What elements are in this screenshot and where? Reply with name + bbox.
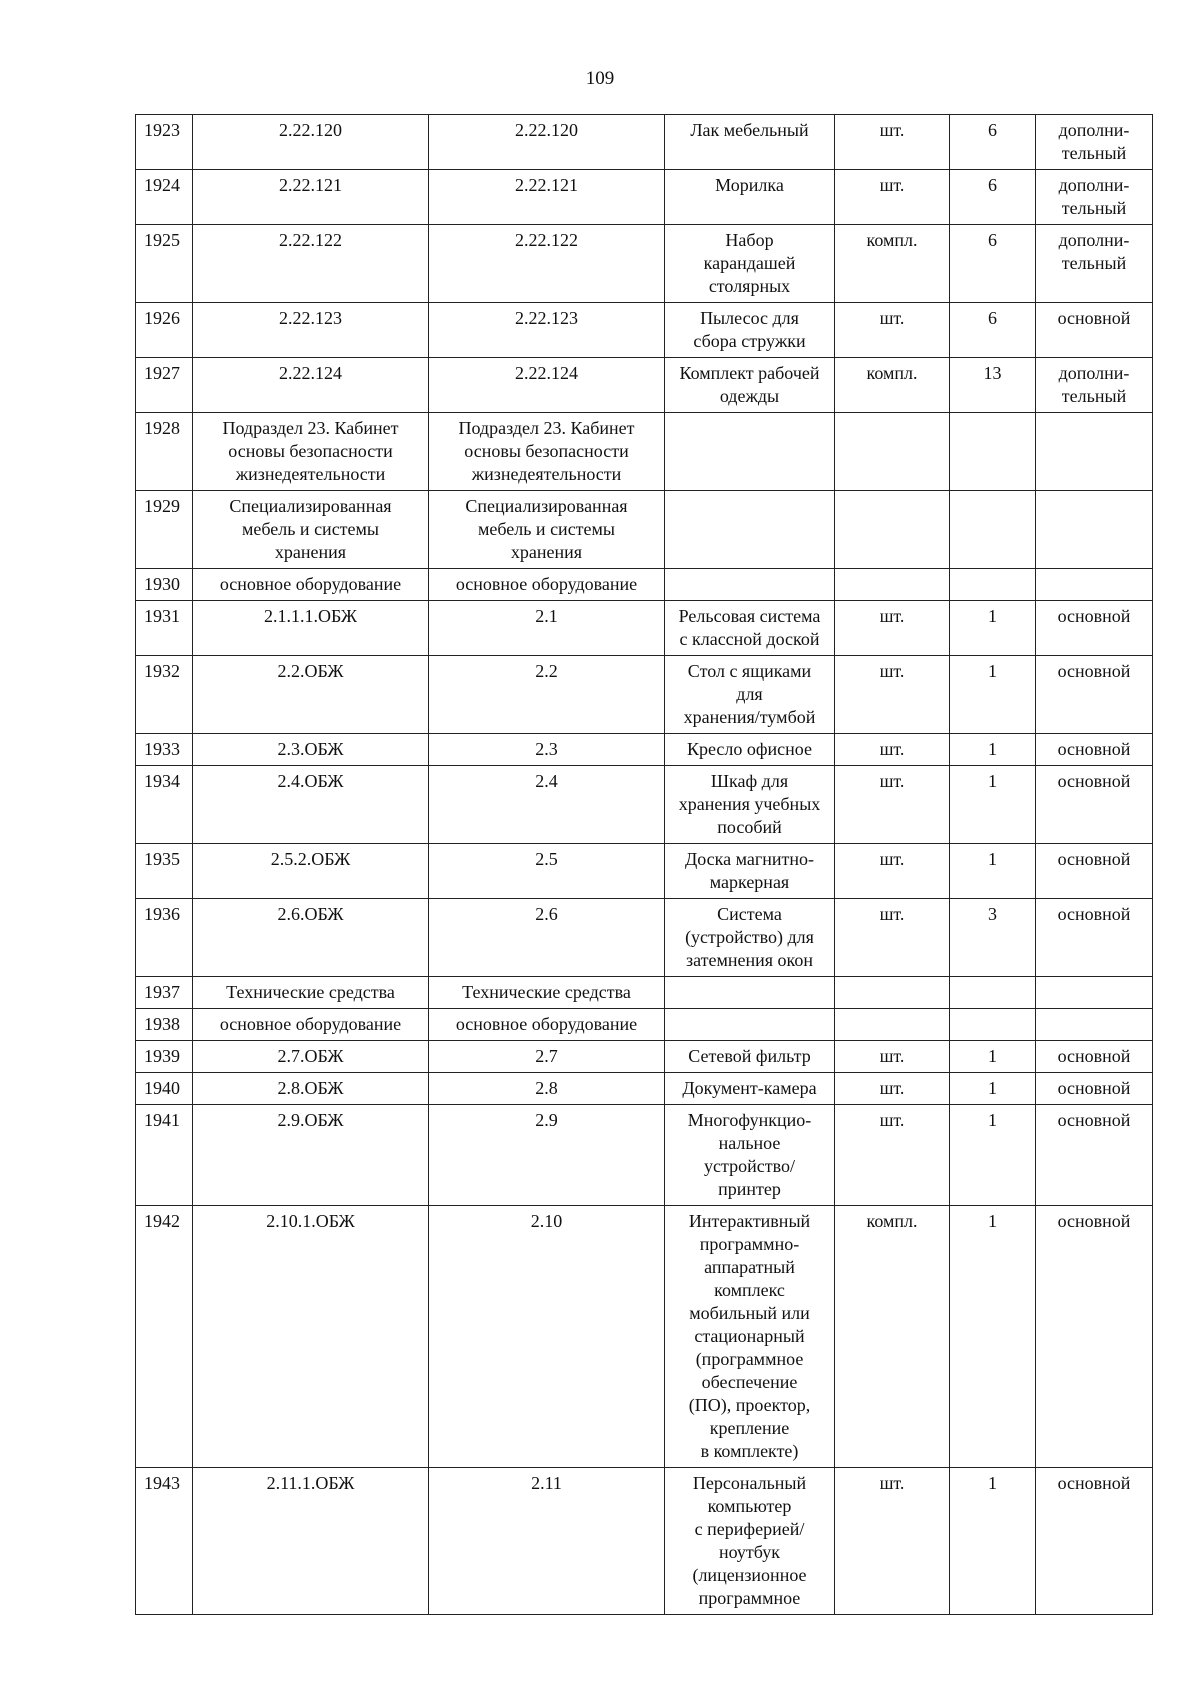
row-number-cell: 1939 xyxy=(136,1041,193,1073)
code-cell: 2.22.120 xyxy=(193,115,429,170)
unit-cell: шт. xyxy=(835,766,950,844)
quantity-cell: 1 xyxy=(950,1105,1036,1206)
base-code-cell: 2.3 xyxy=(429,734,665,766)
category-cell: дополни- тельный xyxy=(1036,170,1153,225)
table-row xyxy=(136,766,1153,844)
row-number-cell: 1938 xyxy=(136,1009,193,1041)
quantity-cell: 1 xyxy=(950,1468,1036,1615)
base-code-cell: 2.22.120 xyxy=(429,115,665,170)
table-row xyxy=(136,491,1153,569)
quantity-cell xyxy=(950,413,1036,491)
category-cell xyxy=(1036,413,1153,491)
item-name-cell: Рельсовая система с классной доской xyxy=(665,601,835,656)
category-cell: основной xyxy=(1036,656,1153,734)
equipment-table xyxy=(135,114,1153,1615)
row-number-cell: 1928 xyxy=(136,413,193,491)
item-name-cell: Морилка xyxy=(665,170,835,225)
table-row xyxy=(136,734,1153,766)
item-name-cell: Многофункцио- нальное устройство/ принтер xyxy=(665,1105,835,1206)
code-cell: 2.2.ОБЖ xyxy=(193,656,429,734)
unit-cell: шт. xyxy=(835,1105,950,1206)
category-cell: основной xyxy=(1036,303,1153,358)
row-number-cell: 1929 xyxy=(136,491,193,569)
base-code-cell: основное оборудование xyxy=(429,569,665,601)
unit-cell: шт. xyxy=(835,303,950,358)
base-code-cell: 2.22.123 xyxy=(429,303,665,358)
item-name-cell: Кресло офисное xyxy=(665,734,835,766)
item-name-cell xyxy=(665,977,835,1009)
code-cell: 2.5.2.ОБЖ xyxy=(193,844,429,899)
row-number-cell: 1937 xyxy=(136,977,193,1009)
code-cell: 2.22.124 xyxy=(193,358,429,413)
category-cell: дополни- тельный xyxy=(1036,225,1153,303)
row-number-cell: 1926 xyxy=(136,303,193,358)
row-number-cell: 1933 xyxy=(136,734,193,766)
table-row xyxy=(136,569,1153,601)
category-cell: основной xyxy=(1036,601,1153,656)
base-code-cell: 2.22.122 xyxy=(429,225,665,303)
unit-cell: шт. xyxy=(835,1041,950,1073)
item-name-cell: Пылесос для сбора стружки xyxy=(665,303,835,358)
category-cell: основной xyxy=(1036,1468,1153,1615)
code-cell: Технические средства xyxy=(193,977,429,1009)
table-row xyxy=(136,358,1153,413)
base-code-cell: 2.10 xyxy=(429,1206,665,1468)
unit-cell: шт. xyxy=(835,115,950,170)
base-code-cell: Специализированная мебель и системы хранения xyxy=(429,491,665,569)
table-body xyxy=(136,115,1153,1615)
unit-cell: компл. xyxy=(835,225,950,303)
quantity-cell: 1 xyxy=(950,766,1036,844)
unit-cell: шт. xyxy=(835,656,950,734)
item-name-cell xyxy=(665,569,835,601)
unit-cell: шт. xyxy=(835,734,950,766)
unit-cell: шт. xyxy=(835,1073,950,1105)
code-cell: 2.4.ОБЖ xyxy=(193,766,429,844)
quantity-cell: 1 xyxy=(950,1073,1036,1105)
quantity-cell: 1 xyxy=(950,1206,1036,1468)
code-cell: 2.6.ОБЖ xyxy=(193,899,429,977)
category-cell xyxy=(1036,491,1153,569)
item-name-cell xyxy=(665,1009,835,1041)
quantity-cell: 6 xyxy=(950,303,1036,358)
item-name-cell xyxy=(665,413,835,491)
table-row xyxy=(136,1105,1153,1206)
unit-cell xyxy=(835,977,950,1009)
code-cell: основное оборудование xyxy=(193,1009,429,1041)
quantity-cell xyxy=(950,977,1036,1009)
table-row xyxy=(136,1206,1153,1468)
base-code-cell: 2.1 xyxy=(429,601,665,656)
category-cell: основной xyxy=(1036,844,1153,899)
base-code-cell: 2.8 xyxy=(429,1073,665,1105)
quantity-cell: 1 xyxy=(950,1041,1036,1073)
code-cell: Специализированная мебель и системы хранения xyxy=(193,491,429,569)
code-cell: 2.8.ОБЖ xyxy=(193,1073,429,1105)
quantity-cell: 13 xyxy=(950,358,1036,413)
unit-cell: шт. xyxy=(835,601,950,656)
code-cell: 2.3.ОБЖ xyxy=(193,734,429,766)
row-number-cell: 1935 xyxy=(136,844,193,899)
table-row xyxy=(136,225,1153,303)
category-cell: основной xyxy=(1036,1073,1153,1105)
code-cell: 2.10.1.ОБЖ xyxy=(193,1206,429,1468)
base-code-cell: 2.11 xyxy=(429,1468,665,1615)
code-cell: 2.22.123 xyxy=(193,303,429,358)
category-cell xyxy=(1036,569,1153,601)
code-cell: основное оборудование xyxy=(193,569,429,601)
quantity-cell: 1 xyxy=(950,656,1036,734)
table-row xyxy=(136,1073,1153,1105)
item-name-cell: Интерактивный программно- аппаратный комплекс мобильный или стационарный (программное обеспечение (ПО), проектор, крепление в комплекте) xyxy=(665,1206,835,1468)
base-code-cell: 2.7 xyxy=(429,1041,665,1073)
table-row xyxy=(136,413,1153,491)
row-number-cell: 1927 xyxy=(136,358,193,413)
base-code-cell: Подраздел 23. Кабинет основы безопасности жизнедеятельности xyxy=(429,413,665,491)
row-number-cell: 1940 xyxy=(136,1073,193,1105)
code-cell: 2.22.121 xyxy=(193,170,429,225)
category-cell: основной xyxy=(1036,1206,1153,1468)
item-name-cell: Сетевой фильтр xyxy=(665,1041,835,1073)
code-cell: 2.22.122 xyxy=(193,225,429,303)
item-name-cell: Доска магнитно- маркерная xyxy=(665,844,835,899)
table-row xyxy=(136,170,1153,225)
quantity-cell: 3 xyxy=(950,899,1036,977)
code-cell: Подраздел 23. Кабинет основы безопасности жизнедеятельности xyxy=(193,413,429,491)
category-cell: основной xyxy=(1036,1041,1153,1073)
base-code-cell: 2.2 xyxy=(429,656,665,734)
base-code-cell: основное оборудование xyxy=(429,1009,665,1041)
item-name-cell: Набор карандашей столярных xyxy=(665,225,835,303)
row-number-cell: 1924 xyxy=(136,170,193,225)
unit-cell: компл. xyxy=(835,358,950,413)
unit-cell: компл. xyxy=(835,1206,950,1468)
table-row xyxy=(136,844,1153,899)
item-name-cell: Шкаф для хранения учебных пособий xyxy=(665,766,835,844)
quantity-cell xyxy=(950,1009,1036,1041)
table-row xyxy=(136,656,1153,734)
row-number-cell: 1936 xyxy=(136,899,193,977)
unit-cell: шт. xyxy=(835,844,950,899)
table-row xyxy=(136,899,1153,977)
row-number-cell: 1943 xyxy=(136,1468,193,1615)
row-number-cell: 1923 xyxy=(136,115,193,170)
quantity-cell: 1 xyxy=(950,734,1036,766)
quantity-cell: 1 xyxy=(950,844,1036,899)
category-cell: основной xyxy=(1036,734,1153,766)
unit-cell xyxy=(835,413,950,491)
table-row xyxy=(136,1468,1153,1615)
unit-cell xyxy=(835,569,950,601)
table-row xyxy=(136,303,1153,358)
base-code-cell: 2.9 xyxy=(429,1105,665,1206)
quantity-cell: 6 xyxy=(950,170,1036,225)
item-name-cell: Комплект рабочей одежды xyxy=(665,358,835,413)
item-name-cell: Стол с ящиками для хранения/тумбой xyxy=(665,656,835,734)
unit-cell: шт. xyxy=(835,899,950,977)
item-name-cell: Лак мебельный xyxy=(665,115,835,170)
item-name-cell: Персональный компьютер с периферией/ ноутбук (лицензионное программное xyxy=(665,1468,835,1615)
base-code-cell: 2.22.124 xyxy=(429,358,665,413)
category-cell: основной xyxy=(1036,1105,1153,1206)
category-cell: дополни- тельный xyxy=(1036,358,1153,413)
base-code-cell: 2.6 xyxy=(429,899,665,977)
base-code-cell: 2.5 xyxy=(429,844,665,899)
table-row xyxy=(136,1041,1153,1073)
row-number-cell: 1931 xyxy=(136,601,193,656)
item-name-cell: Документ-камера xyxy=(665,1073,835,1105)
code-cell: 2.9.ОБЖ xyxy=(193,1105,429,1206)
quantity-cell xyxy=(950,569,1036,601)
category-cell xyxy=(1036,1009,1153,1041)
unit-cell xyxy=(835,491,950,569)
category-cell: основной xyxy=(1036,766,1153,844)
table-row xyxy=(136,601,1153,656)
item-name-cell xyxy=(665,491,835,569)
table-row xyxy=(136,977,1153,1009)
unit-cell: шт. xyxy=(835,170,950,225)
quantity-cell: 6 xyxy=(950,225,1036,303)
row-number-cell: 1941 xyxy=(136,1105,193,1206)
row-number-cell: 1942 xyxy=(136,1206,193,1468)
base-code-cell: 2.4 xyxy=(429,766,665,844)
category-cell xyxy=(1036,977,1153,1009)
code-cell: 2.11.1.ОБЖ xyxy=(193,1468,429,1615)
row-number-cell: 1932 xyxy=(136,656,193,734)
code-cell: 2.7.ОБЖ xyxy=(193,1041,429,1073)
quantity-cell xyxy=(950,491,1036,569)
base-code-cell: 2.22.121 xyxy=(429,170,665,225)
code-cell: 2.1.1.1.ОБЖ xyxy=(193,601,429,656)
unit-cell xyxy=(835,1009,950,1041)
category-cell: основной xyxy=(1036,899,1153,977)
row-number-cell: 1930 xyxy=(136,569,193,601)
row-number-cell: 1934 xyxy=(136,766,193,844)
quantity-cell: 6 xyxy=(950,115,1036,170)
base-code-cell: Технические средства xyxy=(429,977,665,1009)
table-row xyxy=(136,1009,1153,1041)
quantity-cell: 1 xyxy=(950,601,1036,656)
row-number-cell: 1925 xyxy=(136,225,193,303)
category-cell: дополни- тельный xyxy=(1036,115,1153,170)
unit-cell: шт. xyxy=(835,1468,950,1615)
table-row xyxy=(136,115,1153,170)
page-number: 109 xyxy=(585,68,615,89)
item-name-cell: Система (устройство) для затемнения окон xyxy=(665,899,835,977)
